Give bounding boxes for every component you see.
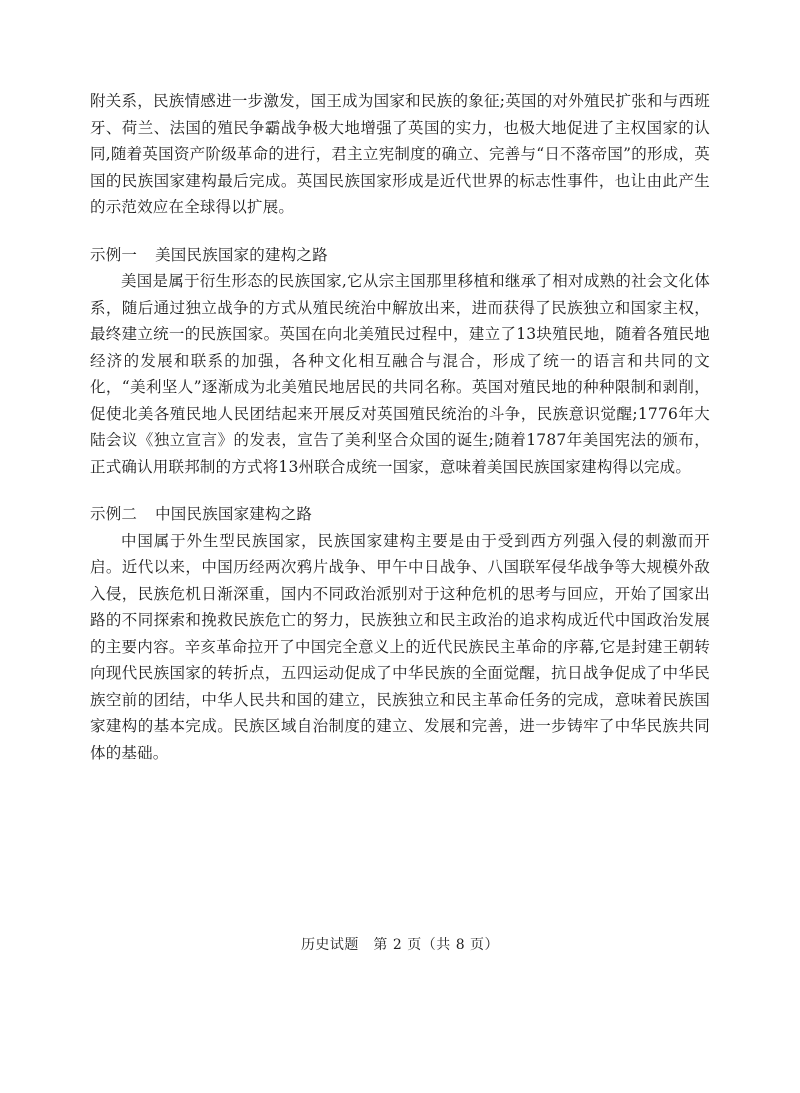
page-content	[90, 88, 710, 766]
intro-paragraph: 附关系，民族情感进一步激发，国王成为国家和民族的象征;英国的对外殖民扩张和与西班牙、荷兰、法国的殖民争霸战争极大地增强了英国的实力，也极大地促进了主权国家的认同,随着英国资产阶级革命的进行，君主立宪制度的确立、完善与“日不落帝国”的形成，英国的民族国家建构最后完成。英国民族国家形成是近代世界的标志性事件，也让由此产生的示范效应在全球得以扩展。	[90, 92, 710, 216]
example-one-body: 美国是属于衍生形态的民族国家,它从宗主国那里移植和继承了相对成熟的社会文化体系，随后通过独立战争的方式从殖民统治中解放出来，进而获得了民族独立和国家主权，最终建立统一的民族国家。英国在向北美殖民过程中，建立了13块殖民地，随着各殖民地经济的发展和联系的加强，各种文化相互融合与混合，形成了统一的语言和共同的文化，“美利坚人”逐渐成为北美殖民地居民的共同名称。英国对殖民地的种种限制和剥削，促使北美各殖民地人民团结起来开展反对英国殖民统治的斗争，民族意识觉醒;1776年大陆会议《独立宣言》的发表，宣告了美利坚合众国的诞生;随着1787年美国宪法的颁布，正式确认用联邦制的方式将13州联合成统一国家，意味着美国民族国家建构得以完成。	[90, 272, 710, 476]
example-one-title: 美国民族国家的建构之路	[155, 245, 328, 264]
example-one-section	[90, 242, 710, 481]
example-one-heading	[90, 242, 710, 269]
example-two-label: 示例二	[90, 505, 138, 523]
example-two-heading	[90, 501, 710, 528]
example-two-section	[90, 501, 710, 766]
page-footer: 历史试题 第 2 页（共 8 页）	[300, 937, 500, 953]
example-two-title: 中国民族国家建构之路	[155, 505, 313, 523]
example-two-body: 中国属于外生型民族国家，民族国家建构主要是由于受到西方列强入侵的刺激而开启。近代以来，中国历经两次鸦片战争、甲午中日战争、八国联军侵华战争等大规模外敌入侵，民族危机日渐深重，国内不同政治派别对于这种危机的思考与回应，开始了国家出路的不同探索和挽救民族危亡的努力，民族独立和民主政治的追求构成近代中国政治发展的主要内容。辛亥革命拉开了中国完全意义上的近代民族民主革命的序幕,它是封建王朝转向现代民族国家的转折点，五四运动促成了中华民族的全面觉醒，抗日战争促成了中华民族空前的团结，中华人民共和国的建立，民族独立和民主革命任务的完成，意味着民族国家建构的基本完成。民族区域自治制度的建立、发展和完善，进一步铸牢了中华民族共同体的基础。	[90, 531, 710, 762]
example-one-label: 示例一	[90, 245, 138, 264]
